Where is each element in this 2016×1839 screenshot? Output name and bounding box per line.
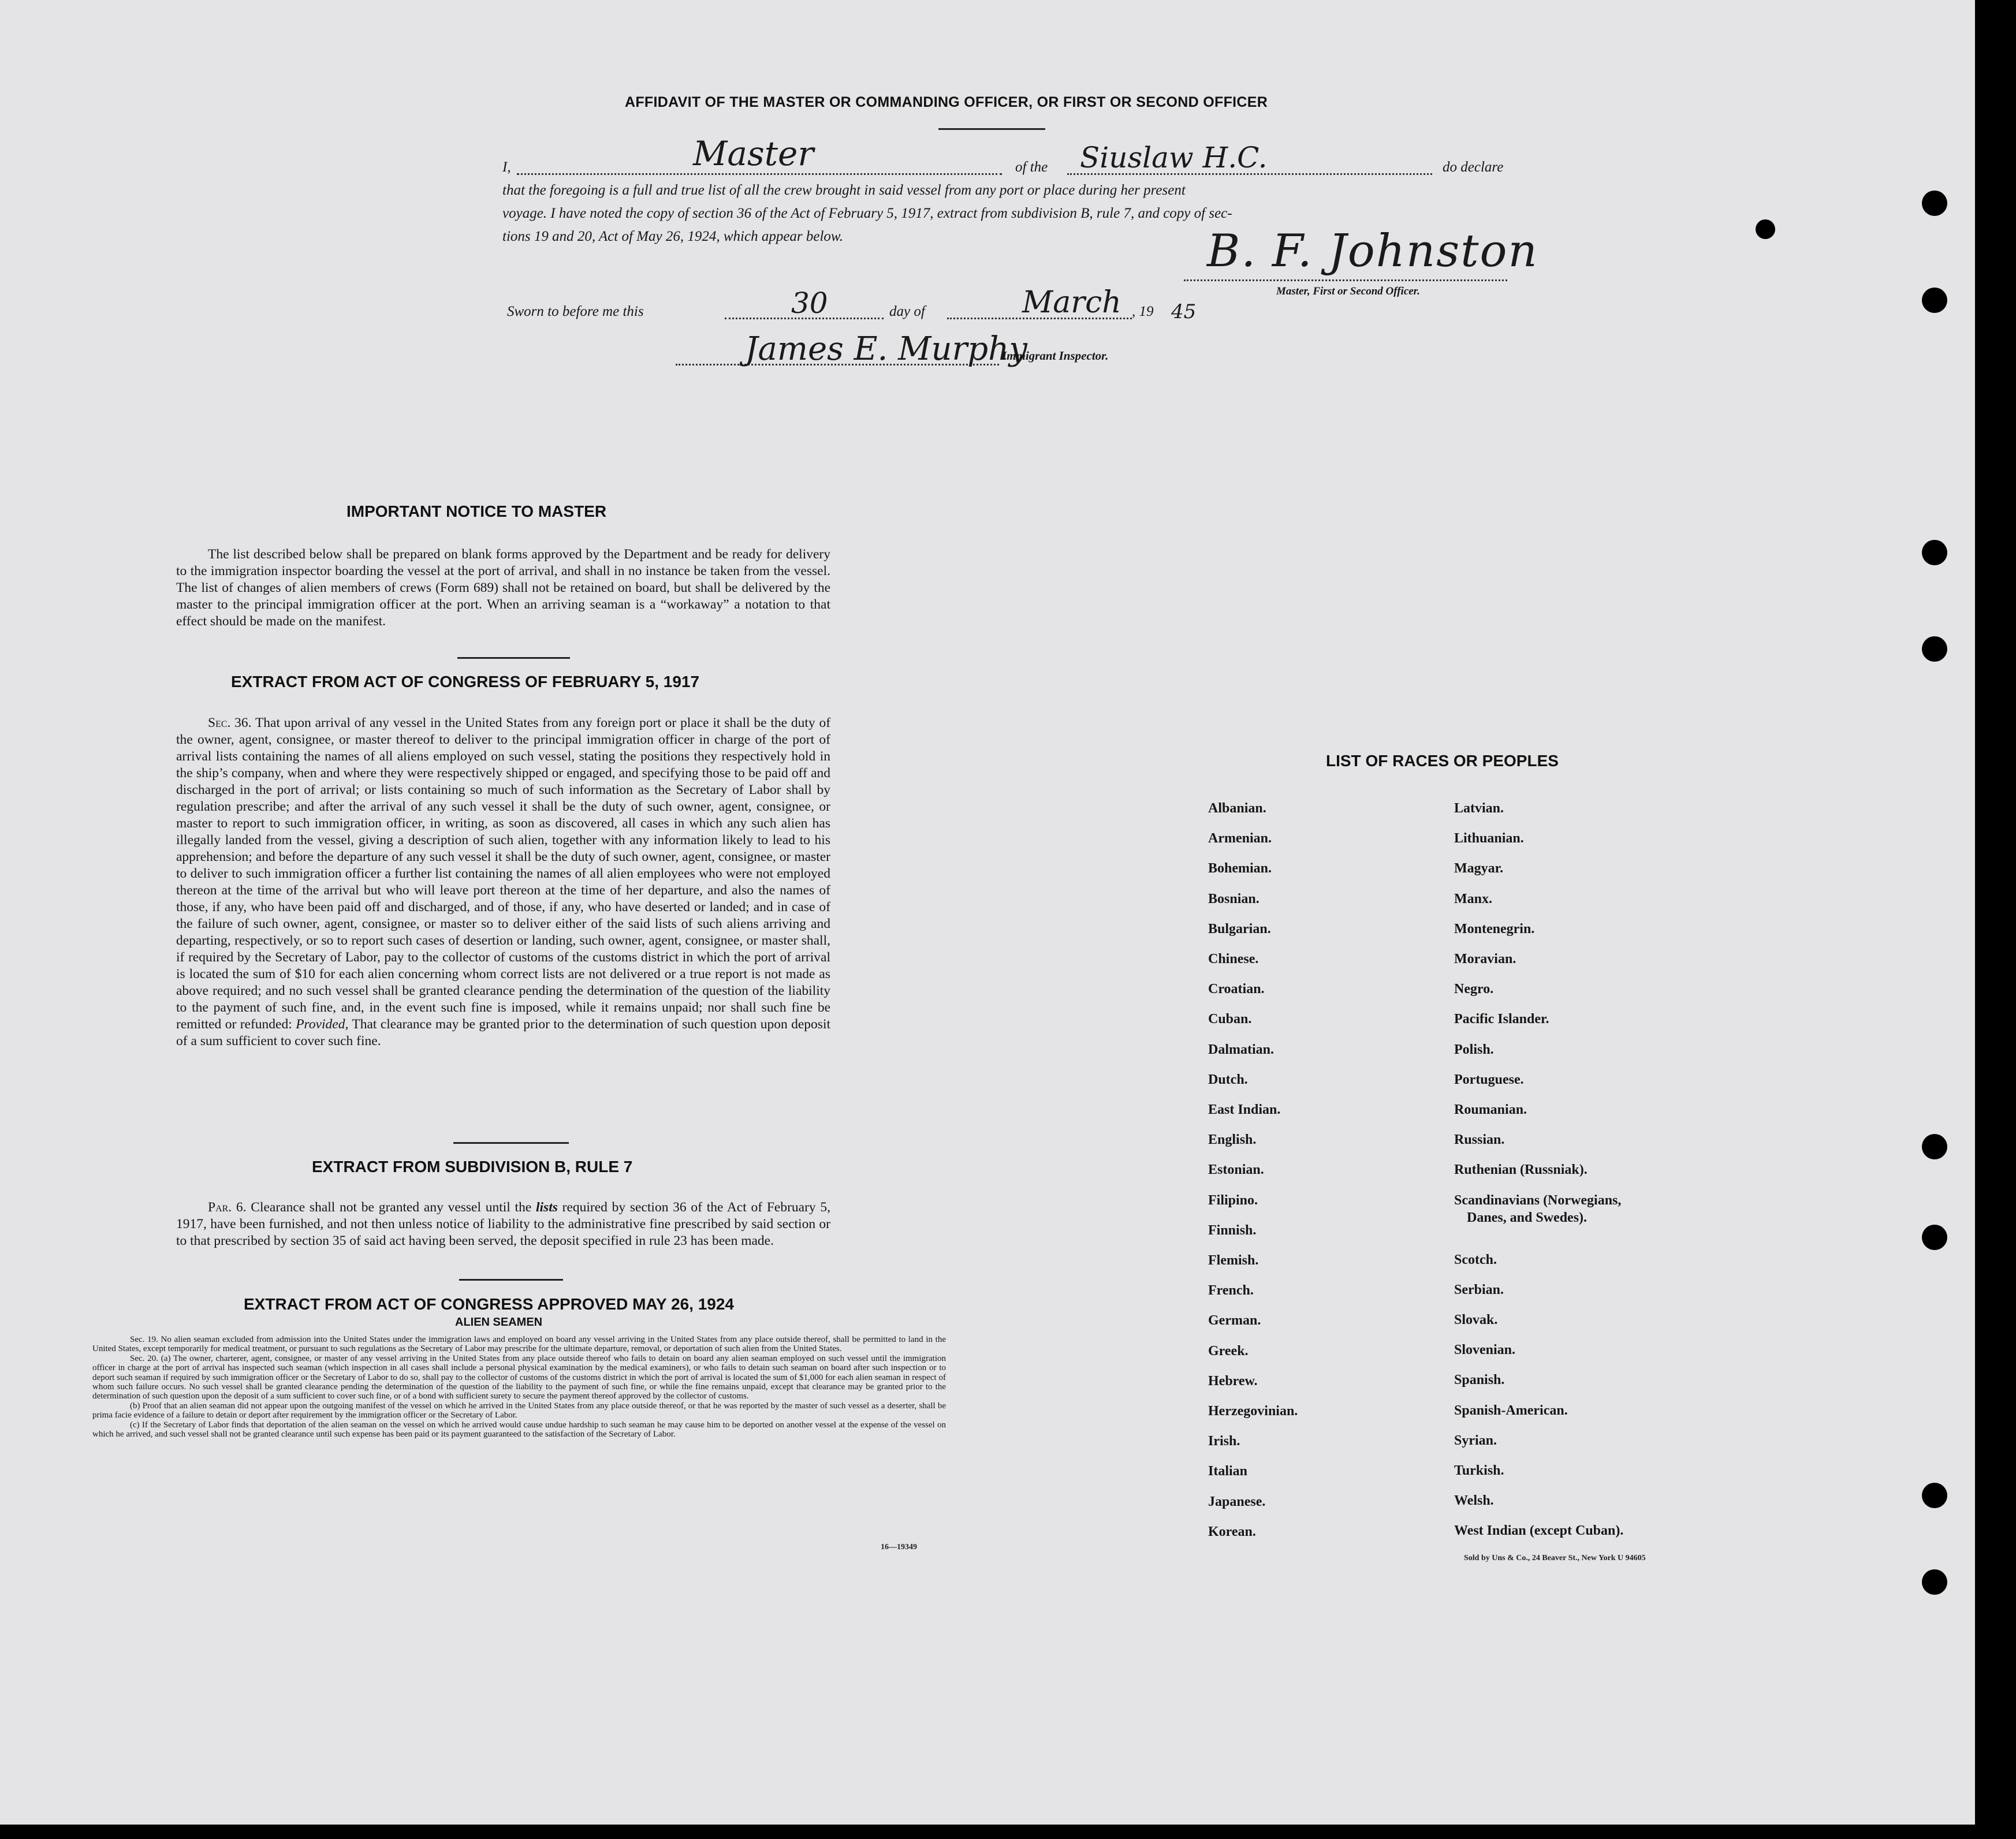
race-item: Cuban.: [1208, 1012, 1252, 1027]
extract-1917-title: EXTRACT FROM ACT OF CONGRESS OF FEBRUARY 5, 1917: [231, 673, 700, 691]
race-item: Estonian.: [1208, 1162, 1264, 1178]
race-item: Welsh.: [1454, 1493, 1494, 1509]
punch-hole: [1922, 636, 1947, 662]
race-item: Turkish.: [1454, 1463, 1504, 1478]
race-item: Greek.: [1208, 1343, 1249, 1359]
punch-hole: [1922, 191, 1947, 216]
race-item: Pacific Islander.: [1454, 1012, 1549, 1027]
sec-20c-text: (c) If the Secretary of Labor finds that deportation of the alien seaman on the vessel on which he arrived would cause undue hardship to such seaman he may cause him to be deported on another vessel at the expense of the vessel on which he arrived, and such vessel shall not be granted clearance until such expense has been paid or its payment guaranteed to the satisfaction of the Secretary of Labor.: [92, 1420, 946, 1439]
race-item: Bosnian.: [1208, 891, 1259, 907]
title-underline: [938, 128, 1045, 130]
provided-word: Provided,: [296, 1017, 349, 1032]
affidavit-title: AFFIDAVIT OF THE MASTER OR COMMANDING OFFICER, OR FIRST OR SECOND OFFICER: [625, 94, 1268, 110]
notice-title: IMPORTANT NOTICE TO MASTER: [346, 502, 607, 520]
race-item: East Indian.: [1208, 1102, 1281, 1117]
race-item: Dutch.: [1208, 1072, 1248, 1087]
year-prefix: , 19: [1132, 304, 1154, 319]
signature-dotted-line: [1184, 279, 1507, 281]
race-item: Danes, and Swedes).: [1467, 1210, 1588, 1225]
race-item: English.: [1208, 1132, 1257, 1148]
race-item: Slovak.: [1454, 1312, 1498, 1327]
printer-imprint: Sold by Uns & Co., 24 Beaver St., New York U 94605: [1464, 1554, 1646, 1562]
punch-hole: [1922, 1134, 1947, 1159]
i-label: I,: [502, 159, 511, 175]
race-item: Spanish-American.: [1454, 1402, 1568, 1418]
punch-hole: [1922, 288, 1947, 313]
master-signature: B. F. Johnston: [1207, 225, 1538, 277]
races-title: LIST OF RACES OR PEOPLES: [1326, 752, 1559, 770]
extract-1924-title: EXTRACT FROM ACT OF CONGRESS APPROVED MAY 26, 1924: [244, 1295, 734, 1313]
race-item: Lithuanian.: [1454, 831, 1524, 846]
race-item: Scandinavians (Norwegians,: [1454, 1192, 1622, 1208]
punch-hole: [1756, 219, 1775, 239]
race-item: Negro.: [1454, 982, 1494, 997]
race-item: Latvian.: [1454, 801, 1504, 816]
race-item: Roumanian.: [1454, 1102, 1527, 1117]
race-item: Slovenian.: [1454, 1342, 1516, 1358]
race-item: Hebrew.: [1208, 1373, 1258, 1389]
extract-1917-divider: [453, 1142, 569, 1144]
do-declare-label: do declare: [1443, 159, 1504, 175]
punch-hole: [1922, 1483, 1947, 1508]
race-item: Bulgarian.: [1208, 921, 1271, 937]
race-item: Ruthenian (Russniak).: [1454, 1162, 1588, 1178]
race-item: Japanese.: [1208, 1494, 1266, 1509]
extract-rule7-text: [176, 1199, 830, 1249]
sec-36-label: Sec. 36.: [208, 715, 252, 730]
race-item: Italian: [1208, 1464, 1248, 1479]
sec-36-text-end: That clearance may be granted prior to the determination of such question upon deposit of a sum sufficient to cover such fine.: [176, 1017, 830, 1049]
notice-divider: [457, 657, 570, 659]
race-item: German.: [1208, 1313, 1261, 1329]
par-6-text: Clearance shall not be granted any vessel until the: [251, 1200, 532, 1215]
extract-rule7-divider: [459, 1279, 563, 1281]
inspector-caption: Immigrant Inspector.: [1002, 349, 1109, 363]
par-6-text-end: required by section 36 of the Act of February 5, 1917, have been furnished, and not then unless notice of liability to the administrative fine prescribed by said section or to that prescribed by section 35 of said act having been served, the deposit specified in rule 23 has been made.: [176, 1200, 831, 1248]
sec-19-text: Sec. 19. No alien seaman excluded from admission into the United States under the immigration laws and employed on board any vessel arriving in the United States from any place outside thereof, shall be permitted to land in the United States, except temporarily for medical treatment, or pursuant to such regulations as the Secretary of Labor may prescribe for the ultimate departure, removal, or deportation of such alien from the United States.: [92, 1335, 946, 1354]
inspector-signature: James E. Murphy: [745, 330, 1027, 368]
race-item: Bohemian.: [1208, 861, 1272, 876]
year-handwritten: 45: [1171, 300, 1197, 323]
race-item: Croatian.: [1208, 982, 1265, 997]
sworn-month-handwritten: March: [1022, 285, 1121, 320]
race-item: French.: [1208, 1283, 1254, 1299]
race-item: Montenegrin.: [1454, 921, 1535, 937]
sworn-day-handwritten: 30: [791, 286, 828, 320]
day-of-label: day of: [889, 304, 925, 319]
extract-1924-text: [92, 1335, 946, 1439]
form-number: 16—19349: [881, 1543, 917, 1551]
race-item: Magyar.: [1454, 861, 1504, 876]
race-item: Chinese.: [1208, 952, 1259, 967]
signature-caption: Master, First or Second Officer.: [1276, 285, 1420, 297]
of-the-label: of the: [1015, 159, 1048, 175]
sec-20a-text: Sec. 20. (a) The owner, charterer, agent, consignee, or master of any vessel arriving in the United States from any place outside thereof who fails to detain on board any alien seaman employed on such vessel until the immigration officer in charge at the port of arrival has inspected such seaman (which inspection in all cases shall include a personal physical examination by the medical examiners), or who fails to detain such seaman on board after such inspection or to deport such seaman if required by such immigration officer or the Secretary of Labor to do so, shall pay to the collector of customs of the customs district in which the port of arrival is located the sum of $1,000 for each alien seaman in respect of whom such failure occurs. No such vessel shall be granted clearance pending the determination of the question of the liability to the payment of such fine, or while the fine remains unpaid, except that clearance may be granted prior to the determination of such question upon the deposit of a sum sufficient to cover such fine, or of a bond with sufficient surety to secure the payment thereof approved by the collector of customs.: [92, 1353, 946, 1401]
notice-text: The list described below shall be prepared on blank forms approved by the Department and be ready for delivery to the immigration inspector boarding the vessel at the port of arrival, and shall in no instance be taken from the vessel. The list of changes of alien members of crews (Form 689) shall not be retained on board, but shall be delivered by the master to the principal immigration officer at the port. When an arriving seaman is a “workaway” a notation to that effect should be made on the manifest.: [176, 547, 830, 629]
race-item: Serbian.: [1454, 1282, 1504, 1297]
race-item: Scotch.: [1454, 1252, 1497, 1267]
race-item: Moravian.: [1454, 952, 1516, 967]
race-item: Finnish.: [1208, 1222, 1257, 1238]
sec-20b-text: (b) Proof that an alien seaman did not appear upon the outgoing manifest of the vessel on which he arrived in the United States from any place outside thereof, or that he was reported by the master of such vessel as a deserter, shall be prima facie evidence of a failure to detain or deport after requirement by the immigration officer or the Secretary of Labor.: [92, 1401, 946, 1420]
race-item: Spanish.: [1454, 1372, 1505, 1388]
race-item: Syrian.: [1454, 1433, 1497, 1448]
race-item: Korean.: [1208, 1524, 1256, 1539]
par-6-label: Par. 6.: [208, 1200, 247, 1215]
race-item: West Indian (except Cuban).: [1454, 1523, 1624, 1539]
vessel-handwritten: Siuslaw H.C.: [1080, 141, 1268, 174]
race-item: Polish.: [1454, 1042, 1494, 1057]
punch-hole: [1922, 540, 1947, 565]
punch-hole: [1922, 1569, 1947, 1595]
punch-hole: [1922, 1225, 1947, 1250]
officer-handwritten: Master: [693, 134, 814, 173]
affidavit-line-2: that the foregoing is a full and true list of all the crew brought in said vessel from any port or place during her present: [502, 182, 1186, 198]
affidavit-line-3: voyage. I have noted the copy of section 36 of the Act of February 5, 1917, extract from subdivision B, rule 7, and copy of sec-: [502, 206, 1232, 221]
race-item: Armenian.: [1208, 831, 1272, 846]
sec-36-text: That upon arrival of any vessel in the United States from any foreign port or place it shall be the duty of the owner, agent, consignee, or master thereof to deliver to the principal immigration officer in charge of the port of arrival lists containing the names of all aliens employed on such vessel, stating the positions they respectively hold in the ship’s company, when and where they were respectively shipped or engaged, and specifying those to be paid off and discharged in the port of arrival; or lists containing so much of such information as the Secretary of Labor shall by regulation prescribe; and after the arrival of any such vessel it shall be the duty of such owner, agent, consignee, or master to report to such immigration officer, in writing, as soon as discovered, all cases in which any such alien has illegally landed from the vessel, giving a description of such alien, together with any information likely to lead to his apprehension; and before the departure of any such vessel it shall be the duty of such owner, agent, consignee, or master to deliver to such immigration officer a further list containing the names of all alien employees who were not employed thereon at the time of the arrival but who will leave port thereon at the time of her departure, and also the names of those, if any, who have been paid off and discharged, and of those, if any, who have deserted or landed; and in case of the failure of such owner, agent, consignee, or master so to deliver either of the said lists of such aliens arriving and departing, respectively, or so to report such cases of desertion or landing, such owner, agent, consignee, or master shall, if required by the Secretary of Labor, pay to the collector of customs of the customs district in which the port of arrival is located the sum of $10 for each alien concerning whom correct lists are not delivered or a true report is not made as above required; and no such vessel shall be granted clearance pending the determination of the question of the liability to the payment of such fine, and, in the event such fine is imposed, while it remains unpaid; nor shall such fine be remitted or refunded:: [176, 715, 831, 1032]
officer-dotted-line: [517, 173, 1002, 175]
race-item: Russian.: [1454, 1132, 1505, 1148]
race-item: Dalmatian.: [1208, 1042, 1274, 1057]
race-item: Herzegovinian.: [1208, 1404, 1298, 1419]
lists-word: lists: [536, 1200, 558, 1215]
extract-1917-text: [176, 715, 830, 1050]
extract-1924-subtitle: ALIEN SEAMEN: [455, 1316, 543, 1329]
race-item: Manx.: [1454, 891, 1492, 907]
race-item: Portuguese.: [1454, 1072, 1524, 1087]
race-item: Irish.: [1208, 1434, 1240, 1449]
affidavit-line-4: tions 19 and 20, Act of May 26, 1924, which appear below.: [502, 229, 844, 244]
race-item: Flemish.: [1208, 1253, 1259, 1268]
race-item: Filipino.: [1208, 1192, 1258, 1208]
race-item: Albanian.: [1208, 801, 1266, 816]
extract-rule7-title: EXTRACT FROM SUBDIVISION B, RULE 7: [312, 1158, 633, 1176]
sworn-label: Sworn to before me this: [507, 304, 644, 319]
